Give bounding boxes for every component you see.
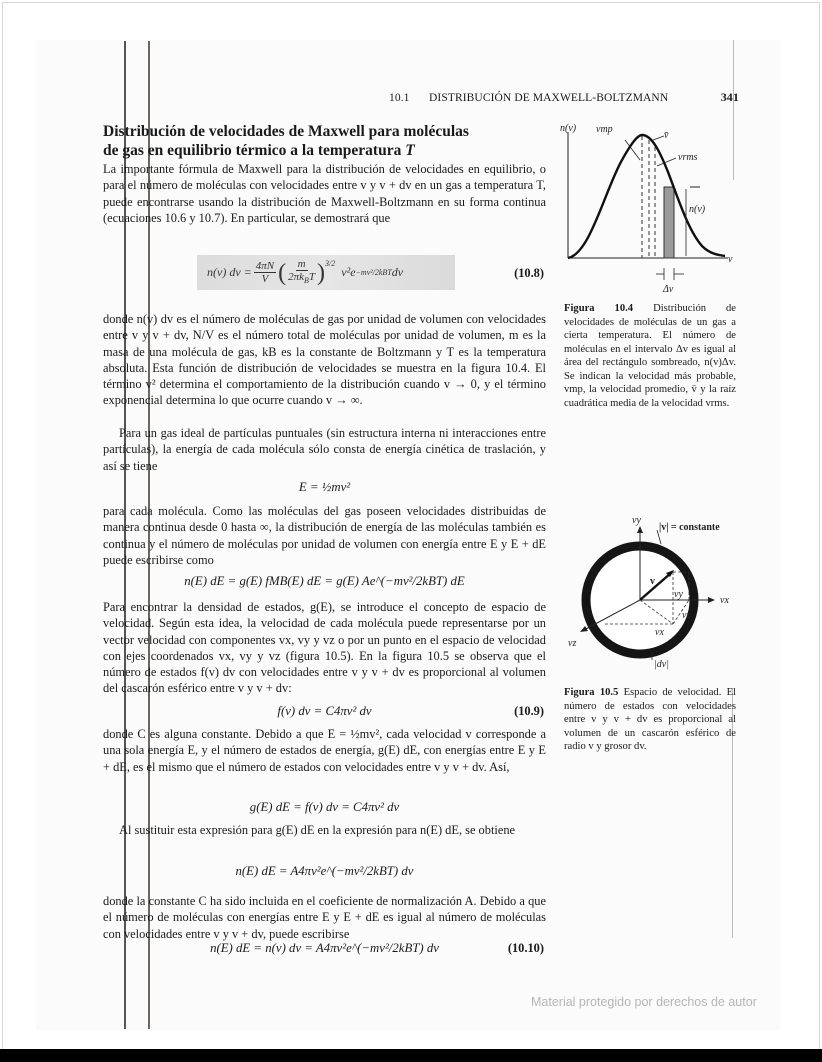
- eq-tail: v²e: [341, 265, 356, 279]
- page-number: 341: [720, 90, 739, 104]
- heading-line-2: [103, 141, 543, 160]
- copyright-watermark: Material protegido por derechos de autor: [531, 995, 757, 1009]
- caption-label: Figura 10.5: [564, 687, 619, 698]
- eq-exponent: −mv²/2kBT: [355, 268, 392, 277]
- equation-number: (10.10): [507, 941, 544, 955]
- equation-body: n(E) dE = A4πv²e^(−mv²/2kBT) dv: [235, 864, 414, 878]
- equation-gE: [103, 800, 546, 820]
- power-3-2: 3/2: [325, 259, 336, 268]
- denominator: V: [261, 273, 269, 285]
- equation-number: (10.8): [514, 266, 544, 280]
- label-vy-component: vy: [674, 589, 683, 600]
- figure-10-4-caption: [564, 302, 736, 410]
- equation-number: (10.9): [514, 704, 544, 718]
- label-vbar: v̄: [664, 130, 669, 141]
- caption-text: Espacio de velocidad. El número de estados con velocidades entre v y v + dv es proporcional al volumen de un cascarón esférico de radio v y grosor dv.: [564, 687, 736, 752]
- label-vy-axis: vy: [632, 515, 641, 526]
- label-bar-height: n(v): [689, 204, 706, 215]
- paragraph-8: donde la constante C ha sido incluida en el coeficiente de normalización A. Debido a que el número de moléculas con energías entre E y E + dE es igual al número de moléculas con velocidades entre v y v + dv, puede escribirse: [103, 894, 546, 941]
- den-tail: T: [308, 270, 316, 283]
- label-vz-component: vz: [682, 610, 691, 621]
- equation-10-9: [103, 704, 546, 724]
- label-v: v: [728, 254, 733, 265]
- paragraph-1: La importante fórmula de Maxwell para la distribución de velocidades en equilibrio, o para el número de moléculas con velocidades entre v y v + dv en un gas a temperatura T, puede encontrarse usando la distribución de Maxwell-Boltzmann en su forma continua (ecuaciones 10.6 y 10.7). En particular, se demostrará que: [103, 162, 546, 225]
- label-delta-v: Δv: [663, 284, 674, 295]
- equation-body: f(v) dv = C4πv² dv: [277, 704, 372, 718]
- equation-body: E = ½mv²: [298, 480, 351, 494]
- figure-10-5-velocity-space: [560, 510, 745, 670]
- equation-n-of-E: [103, 574, 546, 594]
- equation-body: n(E) dE = n(v) dv = A4πv²e^(−mv²/2kBT) dv: [210, 941, 439, 955]
- caption-label: Figura 10.4: [564, 303, 634, 314]
- bottom-black-bar: [0, 1049, 822, 1062]
- paragraph-7: Al sustituir esta expresión para g(E) dE en la expresión para n(E) dE, se obtiene: [119, 823, 516, 837]
- paragraph-2: donde n(v) dv es el número de moléculas de gas por unidad de volumen con velocidades entre v y v + dv, N/V es el número total de moléculas por unidad de volumen, m es la masa de una molécula de gas, kB es la constante de Boltzmann y T es la temperatura absoluta. Esta función de distribución de velocidades se muestra en la figura 10.4. El término v² determina el comportamiento de la distribución cuando v → 0, y el término exponencial determina lo que ocurre cuando v → ∞.: [103, 312, 546, 408]
- heading-line-1: Distribución de velocidades de Maxwell para moléculas: [103, 123, 469, 140]
- equation-10-8-number-row: [103, 266, 546, 286]
- left-paren: (: [278, 259, 287, 286]
- running-head: [389, 90, 739, 105]
- equation-body: g(E) dE = f(v) dv = C4πv² dv: [249, 800, 400, 814]
- eq-dv: dv: [391, 265, 404, 279]
- chapter-title: DISTRIBUCIÓN DE MAXWELL-BOLTZMANN: [429, 92, 669, 104]
- label-vmp: vmp: [596, 124, 613, 135]
- equation-body: n(E) dE = g(E) fMB(E) dE = g(E) Ae^(−mv²/2kBT) dE: [184, 574, 465, 588]
- label-n-of-v: n(v): [560, 123, 577, 134]
- paragraph-5: Para encontrar la densidad de estados, g(E), se introduce el concepto de espacio de velocidad. Según esta idea, la velocidad de cada molécula puede representarse por un vector velocidad con componentes vx, vy y vz o por un punto en el espacio de velocidad con ejes coordenados vx, vy y vz (figura 10.5). En la figura 10.5 se observa que el número de estados f(v) dv con velocidades entre v y v + dv es proporcional al volumen del cascarón esférico entre v y v + dv:: [103, 600, 546, 696]
- equation-nE-result: [103, 864, 546, 884]
- section-heading: [103, 122, 543, 160]
- den-sub: B: [304, 276, 309, 286]
- label-constant: |v| = constante: [659, 522, 720, 533]
- numerator: 4πN: [255, 260, 275, 272]
- den-text: 2πk: [288, 270, 305, 283]
- eq-lhs: n(v) dv =: [207, 265, 252, 279]
- shaded-bar: [664, 187, 674, 258]
- distribution-curve: [568, 135, 725, 258]
- label-vx-component: vx: [655, 627, 664, 638]
- paragraph-6: donde C es alguna constante. Debido a que E = ½mv², cada velocidad v corresponde a una sola energía E, y el número de estados de energía, g(E) dE, con energías entre E y E + dE, es el mismo que el número de estados con velocidades entre v y v + dv. Así,: [103, 727, 546, 774]
- caption-text: Distribución de velocidades de moléculas de un gas a cierta temperatura. El número de moléculas en el intervalo Δv es igual al área del rectángulo sombreado, n(v)Δv. Se indican la velocidad más probable, vmp, la velocidad promedio, v̄ y la raíz cuadrática media de la velocidad vrms.: [564, 303, 736, 409]
- equation-energy: [103, 480, 546, 500]
- figure-10-4-maxwell-distribution: [560, 120, 740, 295]
- heading-line-2-text: de gas en equilibrio térmico a la temperatura: [103, 142, 406, 159]
- label-dv: |dv|: [654, 659, 669, 670]
- numerator: m: [297, 257, 306, 270]
- label-vrms: vrms: [678, 152, 698, 163]
- label-v-vector: v: [650, 576, 655, 587]
- right-paren: ): [317, 259, 326, 286]
- figure-10-5-caption: [564, 686, 736, 754]
- paragraph-4: para cada molécula. Como las moléculas del gas poseen velocidades distribuidas de manera continua desde 0 hasta ∞, la distribución de energía de las moléculas también es continua y el número de moléculas por unidad de volumen con energía entre E y E + dE puede escribirse como: [103, 504, 546, 567]
- label-vx-axis: vx: [720, 595, 729, 606]
- paragraph-3: Para un gas ideal de partículas puntuales (sin estructura interna ni interacciones entre partículas), la energía de cada molécula sólo consta de energía cinética de traslación, y así se tiene: [103, 426, 546, 473]
- heading-variable: T: [405, 142, 415, 159]
- label-vz-axis: vz: [568, 638, 577, 649]
- equation-10-10: [103, 941, 546, 961]
- section-number: 10.1: [389, 92, 410, 104]
